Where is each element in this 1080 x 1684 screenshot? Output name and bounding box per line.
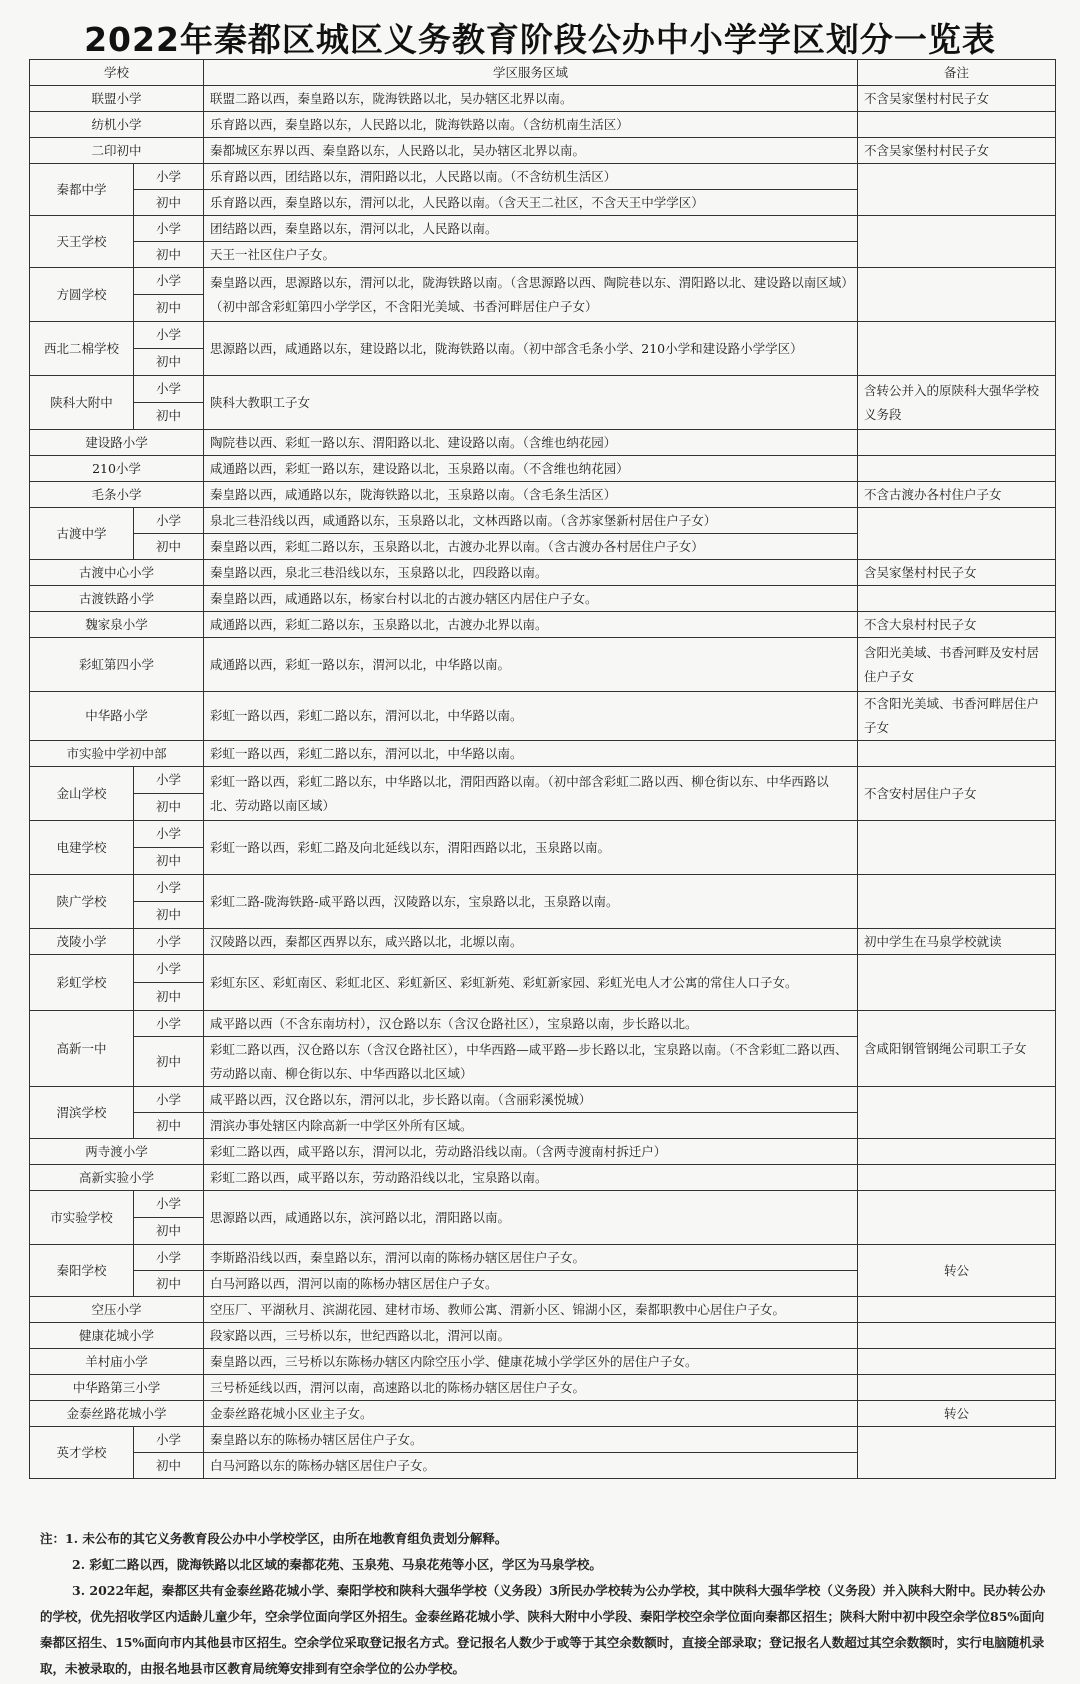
- school-name: 秦阳学校: [30, 1245, 134, 1297]
- remark: [858, 1087, 1056, 1139]
- table-row: [30, 1349, 1056, 1375]
- remark: [858, 1323, 1056, 1349]
- remark: [858, 955, 1056, 1011]
- district-area: 咸通路以西，彩虹一路以东，建设路以北，玉泉路以南。（不含维也纳花园）: [204, 456, 858, 482]
- school-name: 渭滨学校: [30, 1087, 134, 1139]
- district-area: 彩虹二路以西，汉仓路以东（含汉仓路社区），中华西路—咸平路—步长路以北，宝泉路以南。（不含彩虹二路以西、劳动路以南、柳仓街以东、中华西路以北区域）: [204, 1037, 858, 1087]
- table-row: [30, 322, 1056, 349]
- school-name: 高新一中: [30, 1011, 134, 1087]
- school-level: 初中: [134, 1218, 204, 1245]
- school-name: 彩虹学校: [30, 955, 134, 1011]
- district-area: 思源路以西，咸通路以东，建设路以北，陇海铁路以南。（初中部含毛条小学、210小学和建设路小学学区）: [204, 322, 858, 376]
- school-name: 健康花城小学: [30, 1323, 204, 1349]
- district-area: 联盟二路以西，秦皇路以东，陇海铁路以北，吴办辖区北界以南。: [204, 86, 858, 112]
- remark: [858, 1165, 1056, 1191]
- table-row: [30, 376, 1056, 403]
- district-area: 三号桥延线以西，渭河以南，高速路以北的陈杨办辖区居住户子女。: [204, 1375, 858, 1401]
- district-area: 咸平路以西（不含东南坊村），汉仓路以东（含汉仓路社区），宝泉路以南，步长路以北。: [204, 1011, 858, 1037]
- district-area: 李斯路沿线以西，秦皇路以东，渭河以南的陈杨办辖区居住户子女。: [204, 1245, 858, 1271]
- school-level: 初中: [134, 1271, 204, 1297]
- remark: 不含安村居住户子女: [858, 767, 1056, 821]
- table-row: [30, 268, 1056, 295]
- school-name: 方圆学校: [30, 268, 134, 322]
- remark: 转公: [858, 1245, 1056, 1297]
- district-area: 秦皇路以西，思源路以东，渭河以北，陇海铁路以南。（含思源路以西、陶院巷以东、渭阳路以北、建设路以南区域）（初中部含彩虹第四小学学区，不含阳光美域、书香河畔居住户子女）: [204, 268, 858, 322]
- district-area: 空压厂、平湖秋月、滨湖花园、建材市场、教师公寓、渭新小区、锦湖小区，秦都职教中心居住户子女。: [204, 1297, 858, 1323]
- footnote-2: 2. 彩虹二路以西，陇海铁路以北区域的秦都花苑、玉泉苑、马泉花苑等小区，学区为马泉学校。: [72, 1557, 602, 1572]
- remark: [858, 430, 1056, 456]
- district-area: 秦皇路以西，咸通路以东，杨家台村以北的古渡办辖区内居住户子女。: [204, 586, 858, 612]
- table-header-row: [30, 60, 1056, 86]
- remark: [858, 1375, 1056, 1401]
- school-level: 小学: [134, 1427, 204, 1453]
- remark: 不含阳光美域、书香河畔居住户子女: [858, 692, 1056, 741]
- table-row: [30, 741, 1056, 767]
- remark: 不含吴家堡村村民子女: [858, 86, 1056, 112]
- school-level: 小学: [134, 1087, 204, 1113]
- district-area: 秦皇路以西，咸通路以东，陇海铁路以北，玉泉路以南。（含毛条生活区）: [204, 482, 858, 508]
- remark: 含转公并入的原陕科大强华学校义务段: [858, 376, 1056, 430]
- school-name: 陕广学校: [30, 875, 134, 929]
- district-area: 思源路以西，咸通路以东，滨河路以北，渭阳路以南。: [204, 1191, 858, 1245]
- remark: [858, 821, 1056, 875]
- table-row: [30, 1165, 1056, 1191]
- district-area: 段家路以西，三号桥以东，世纪西路以北，渭河以南。: [204, 1323, 858, 1349]
- school-name: 天王学校: [30, 216, 134, 268]
- remark: [858, 1427, 1056, 1479]
- school-name: 彩虹第四小学: [30, 638, 204, 692]
- remark: 不含大泉村村民子女: [858, 612, 1056, 638]
- district-area: 秦皇路以西，彩虹二路以东，玉泉路以北，古渡办北界以南。（含古渡办各村居住户子女）: [204, 534, 858, 560]
- remark: 初中学生在马泉学校就读: [858, 929, 1056, 955]
- school-name: 空压小学: [30, 1297, 204, 1323]
- table-row: [30, 1191, 1056, 1218]
- district-area: 渭滨办事处辖区内除高新一中学区外所有区域。: [204, 1113, 858, 1139]
- remark: 转公: [858, 1401, 1056, 1427]
- district-area: 乐育路以西，秦皇路以东，渭河以北，人民路以南。（含天王二社区，不含天王中学学区）: [204, 190, 858, 216]
- school-name: 中华路第三小学: [30, 1375, 204, 1401]
- table-row: [30, 1011, 1056, 1037]
- table-row: [30, 821, 1056, 848]
- header-school: 学校: [30, 60, 204, 86]
- table-row: [30, 612, 1056, 638]
- school-name: 市实验中学初中部: [30, 741, 204, 767]
- school-level: 小学: [134, 268, 204, 295]
- school-level: 初中: [134, 1113, 204, 1139]
- school-level: 初中: [134, 534, 204, 560]
- remark: 不含吴家堡村村民子女: [858, 138, 1056, 164]
- remark: [858, 1191, 1056, 1245]
- school-name: 高新实验小学: [30, 1165, 204, 1191]
- table-row: [30, 1139, 1056, 1165]
- school-level: 小学: [134, 767, 204, 794]
- district-area: 陶院巷以西、彩虹一路以东、渭阳路以北、建设路以南。（含维也纳花园）: [204, 430, 858, 456]
- district-area: 彩虹一路以西，彩虹二路以东，渭河以北，中华路以南。: [204, 741, 858, 767]
- table-row: [30, 1401, 1056, 1427]
- school-name: 西北二棉学校: [30, 322, 134, 376]
- remark: [858, 875, 1056, 929]
- school-name: 秦都中学: [30, 164, 134, 216]
- district-area: 秦都城区东界以西、秦皇路以东，人民路以北，吴办辖区北界以南。: [204, 138, 858, 164]
- school-level: 小学: [134, 955, 204, 983]
- table-row: [30, 1427, 1056, 1453]
- remark: [858, 1349, 1056, 1375]
- district-area: 咸平路以西，汉仓路以东，渭河以北，步长路以南。（含丽彩溪悦城）: [204, 1087, 858, 1113]
- remark: [858, 268, 1056, 322]
- district-area: 金泰丝路花城小区业主子女。: [204, 1401, 858, 1427]
- school-name: 电建学校: [30, 821, 134, 875]
- table-row: [30, 560, 1056, 586]
- table-row: [30, 508, 1056, 534]
- school-level: 小学: [134, 821, 204, 848]
- table-row: [30, 1087, 1056, 1113]
- remark: 含吴家堡村村民子女: [858, 560, 1056, 586]
- school-name: 金山学校: [30, 767, 134, 821]
- table-row: [30, 1245, 1056, 1271]
- school-level: 初中: [134, 983, 204, 1011]
- district-area: 彩虹二路以西，咸平路以东，劳动路沿线以北，宝泉路以南。: [204, 1165, 858, 1191]
- school-district-table: [29, 59, 1056, 1479]
- remark: [858, 508, 1056, 560]
- remark: [858, 112, 1056, 138]
- table-row: [30, 456, 1056, 482]
- school-level: 小学: [134, 322, 204, 349]
- table-row: [30, 638, 1056, 692]
- district-area: 汉陵路以西，秦都区西界以东，咸兴路以北，北塬以南。: [204, 929, 858, 955]
- school-level: 小学: [134, 875, 204, 902]
- school-level: 小学: [134, 376, 204, 403]
- district-area: 彩虹二路-陇海铁路-咸平路以西，汉陵路以东，宝泉路以北，玉泉路以南。: [204, 875, 858, 929]
- school-name: 市实验学校: [30, 1191, 134, 1245]
- district-area: 彩虹一路以西，彩虹二路以东，渭河以北，中华路以南。: [204, 692, 858, 741]
- header-note: 备注: [858, 60, 1056, 86]
- school-name: 建设路小学: [30, 430, 204, 456]
- school-level: 小学: [134, 164, 204, 190]
- district-area: 秦皇路以西，三号桥以东陈杨办辖区内除空压小学、健康花城小学学区外的居住户子女。: [204, 1349, 858, 1375]
- remark: [858, 456, 1056, 482]
- school-level: 初中: [134, 794, 204, 821]
- remark: [858, 322, 1056, 376]
- district-area: 陕科大教职工子女: [204, 376, 858, 430]
- school-name: 二印初中: [30, 138, 204, 164]
- table-row: [30, 216, 1056, 242]
- school-name: 金泰丝路花城小学: [30, 1401, 204, 1427]
- district-area: 咸通路以西，彩虹二路以东，玉泉路以北，古渡办北界以南。: [204, 612, 858, 638]
- district-area: 白马河路以西，渭河以南的陈杨办辖区居住户子女。: [204, 1271, 858, 1297]
- school-name: 古渡铁路小学: [30, 586, 204, 612]
- school-name: 古渡中心小学: [30, 560, 204, 586]
- district-area: 咸通路以西，彩虹一路以东，渭河以北，中华路以南。: [204, 638, 858, 692]
- table-row: [30, 164, 1056, 190]
- district-area: 乐育路以西，秦皇路以东，人民路以北，陇海铁路以南。（含纺机南生活区）: [204, 112, 858, 138]
- school-level: 初中: [134, 349, 204, 376]
- table-row: [30, 1323, 1056, 1349]
- table-row: [30, 86, 1056, 112]
- table-row: [30, 955, 1056, 983]
- table-row: [30, 112, 1056, 138]
- school-name: 羊村庙小学: [30, 1349, 204, 1375]
- school-name: 两寺渡小学: [30, 1139, 204, 1165]
- remark: [858, 1297, 1056, 1323]
- remark: [858, 741, 1056, 767]
- table-row: [30, 482, 1056, 508]
- remark: [858, 586, 1056, 612]
- school-name: 英才学校: [30, 1427, 134, 1479]
- remark: 含阳光美域、书香河畔及安村居住户子女: [858, 638, 1056, 692]
- school-name: 210小学: [30, 456, 204, 482]
- school-name: 魏家泉小学: [30, 612, 204, 638]
- district-area: 秦皇路以东的陈杨办辖区居住户子女。: [204, 1427, 858, 1453]
- school-level: 小学: [134, 1191, 204, 1218]
- district-area: 泉北三巷沿线以西，咸通路以东，玉泉路以北，文林西路以南。（含苏家堡新村居住户子女）: [204, 508, 858, 534]
- footnote-3: 3. 2022年起，秦都区共有金泰丝路花城小学、秦阳学校和陕科大强华学校（义务段）3所民办学校转为公办学校，其中陕科大强华学校（义务段）并入陕科大附中。民办转公办的学校，优先招收学区内适龄儿童少年，空余学位面向学区外招生。金泰丝路花城小学、陕科大附中小学段、秦阳学校空余学位面向秦都区招生；陕科大附中初中段空余学位85%面向秦都区招生、15%面向市内其他县市区招生。空余学位采取登记报名方式。登记报名人数少于或等于其空余数额时，直接全部录取；登记报名人数超过其空余数额时，实行电脑随机录取，未被录取的，由报名地县市区教育局统筹安排到有空余学位的公办学校。: [40, 1583, 1046, 1676]
- footnotes: [40, 1526, 1050, 1682]
- table-row: [30, 1375, 1056, 1401]
- school-name: 陕科大附中: [30, 376, 134, 430]
- district-area: 白马河路以东的陈杨办辖区居住户子女。: [204, 1453, 858, 1479]
- school-level: 小学: [134, 929, 204, 955]
- school-level: 初中: [134, 190, 204, 216]
- table-row: [30, 138, 1056, 164]
- school-name: 茂陵小学: [30, 929, 134, 955]
- school-name: 联盟小学: [30, 86, 204, 112]
- school-level: 小学: [134, 508, 204, 534]
- school-level: 初中: [134, 403, 204, 430]
- district-area: 乐育路以西，团结路以东，渭阳路以北，人民路以南。（不含纺机生活区）: [204, 164, 858, 190]
- district-area: 彩虹一路以西，彩虹二路及向北延线以东，渭阳西路以北，玉泉路以南。: [204, 821, 858, 875]
- school-level: 初中: [134, 242, 204, 268]
- district-area: 秦皇路以西，泉北三巷沿线以东，玉泉路以北，四段路以南。: [204, 560, 858, 586]
- school-level: 初中: [134, 1037, 204, 1087]
- district-area: 彩虹东区、彩虹南区、彩虹北区、彩虹新区、彩虹新苑、彩虹新家园、彩虹光电人才公寓的常住人口子女。: [204, 955, 858, 1011]
- district-area: 团结路以西，秦皇路以东，渭河以北，人民路以南。: [204, 216, 858, 242]
- footnote-1: 注：1. 未公布的其它义务教育段公办中小学校学区，由所在地教育组负责划分解释。: [40, 1531, 508, 1546]
- table-row: [30, 767, 1056, 794]
- school-name: 纺机小学: [30, 112, 204, 138]
- school-level: 初中: [134, 902, 204, 929]
- school-name: 毛条小学: [30, 482, 204, 508]
- table-row: [30, 875, 1056, 902]
- table-row: [30, 1297, 1056, 1323]
- table-row: [30, 586, 1056, 612]
- header-area: 学区服务区域: [204, 60, 858, 86]
- remark: [858, 216, 1056, 268]
- district-area: 彩虹一路以西，彩虹二路以东，中华路以北，渭阳西路以南。（初中部含彩虹二路以西、柳仓街以东、中华西路以北、劳动路以南区域）: [204, 767, 858, 821]
- table-row: [30, 430, 1056, 456]
- school-name: 古渡中学: [30, 508, 134, 560]
- document-title: 2022年秦都区城区义务教育阶段公办中小学学区划分一览表: [84, 20, 996, 59]
- remark: [858, 164, 1056, 216]
- remark: [858, 1139, 1056, 1165]
- table-row: [30, 692, 1056, 741]
- school-level: 小学: [134, 216, 204, 242]
- school-name: 中华路小学: [30, 692, 204, 741]
- remark: 不含古渡办各村住户子女: [858, 482, 1056, 508]
- table-row: [30, 929, 1056, 955]
- school-level: 小学: [134, 1011, 204, 1037]
- district-area: 天王一社区住户子女。: [204, 242, 858, 268]
- school-level: 初中: [134, 848, 204, 875]
- school-level: 小学: [134, 1245, 204, 1271]
- school-level: 初中: [134, 295, 204, 322]
- school-level: 初中: [134, 1453, 204, 1479]
- district-area: 彩虹二路以西，咸平路以东，渭河以北，劳动路沿线以南。（含两寺渡南村拆迁户）: [204, 1139, 858, 1165]
- remark: 含咸阳钢管钢绳公司职工子女: [858, 1011, 1056, 1087]
